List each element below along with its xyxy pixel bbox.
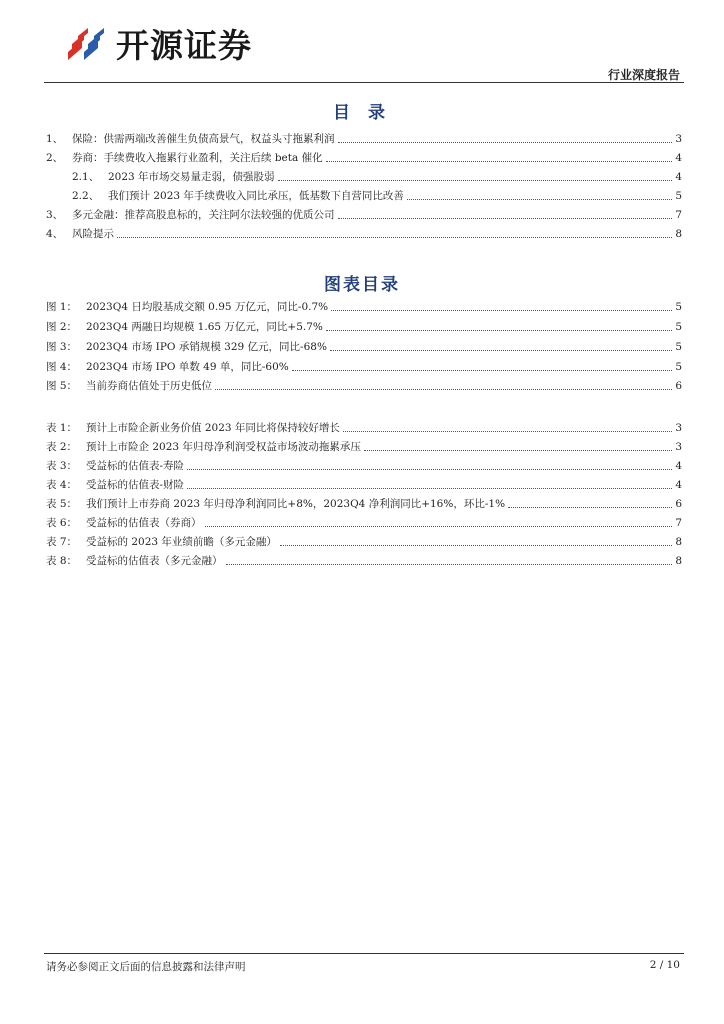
table-caption: 受益标的估值表（券商）	[86, 517, 202, 529]
leader-dots	[205, 526, 673, 527]
leader-dots	[407, 199, 672, 200]
figure-number: 图 2：	[46, 321, 78, 333]
toc-entry-text: 2023 年市场交易量走弱，债强股弱	[108, 171, 275, 183]
toc-entry-text: 风险提示	[72, 228, 114, 240]
figure-page: 5	[675, 321, 682, 333]
leader-dots	[187, 488, 672, 489]
figure-entry[interactable]	[46, 358, 682, 374]
figure-page: 5	[675, 301, 682, 313]
page-header	[44, 18, 684, 82]
toc-entry[interactable]	[46, 130, 682, 146]
table-entry[interactable]	[46, 514, 682, 530]
header-divider	[44, 82, 684, 83]
figure-entry[interactable]	[46, 338, 682, 354]
table-number: 表 5：	[46, 498, 78, 510]
figure-page: 6	[675, 380, 682, 392]
figure-number: 图 3：	[46, 341, 78, 353]
table-page: 6	[675, 498, 682, 510]
table-entry[interactable]	[46, 533, 682, 549]
toc-entry-number: 2、	[46, 152, 64, 164]
table-page: 4	[675, 460, 682, 472]
figure-caption: 当前券商估值处于历史低位	[86, 380, 212, 392]
table-page: 3	[675, 441, 682, 453]
table-number: 表 7：	[46, 536, 78, 548]
leader-dots	[330, 350, 672, 351]
footer-disclaimer: 请务必参阅正文后面的信息披露和法律声明	[46, 961, 246, 973]
leader-dots	[226, 564, 673, 565]
table-entry[interactable]	[46, 476, 682, 492]
table-entry[interactable]	[46, 419, 682, 435]
toc-entry-page: 8	[675, 228, 682, 240]
report-type-label: 行业深度报告	[607, 68, 680, 82]
figure-entry[interactable]	[46, 377, 682, 393]
figure-number: 图 5：	[46, 380, 78, 392]
leader-dots	[508, 507, 672, 508]
table-entry[interactable]	[46, 438, 682, 454]
leader-dots	[117, 237, 672, 238]
toc-entry-number: 4、	[46, 228, 64, 240]
table-page: 8	[675, 555, 682, 567]
table-entry[interactable]	[46, 552, 682, 568]
figure-caption: 2023Q4 日均股基成交额 0.95 万亿元，同比-0.7%	[86, 301, 329, 313]
company-logo	[58, 22, 318, 70]
leader-dots	[292, 370, 673, 371]
leader-dots	[338, 142, 673, 143]
toc-entry-page: 7	[675, 209, 682, 221]
figure-number: 图 1：	[46, 301, 78, 313]
leader-dots	[280, 545, 672, 546]
toc-entry-number: 3、	[46, 209, 64, 221]
table-number: 表 2：	[46, 441, 78, 453]
leader-dots	[278, 180, 673, 181]
table-page: 3	[675, 422, 682, 434]
toc-entry-text: 保险：供需两端改善催生负债高景气，权益头寸拖累利润	[72, 133, 335, 145]
toc-entry-number: 1、	[46, 133, 64, 145]
leader-dots	[326, 330, 672, 331]
toc-entry-text: 券商：手续费收入拖累行业盈利，关注后续 beta 催化	[72, 152, 323, 164]
figure-page: 5	[675, 341, 682, 353]
figure-entry[interactable]	[46, 298, 682, 314]
figure-caption: 2023Q4 市场 IPO 承销规模 329 亿元，同比-68%	[86, 341, 327, 353]
table-page: 4	[675, 479, 682, 491]
leader-dots	[326, 161, 673, 162]
toc-entry[interactable]	[46, 225, 682, 241]
leader-dots	[338, 218, 673, 219]
table-caption: 受益标的估值表-寿险	[86, 460, 185, 472]
logo-text: 开源证券	[116, 26, 252, 65]
toc-entry-page: 3	[675, 133, 682, 145]
leader-dots	[364, 450, 672, 451]
toc-entry[interactable]	[46, 149, 682, 165]
figure-caption: 2023Q4 市场 IPO 单数 49 单，同比-60%	[86, 361, 289, 373]
toc-entry-number: 2.1、	[72, 171, 100, 183]
figure-caption: 2023Q4 两融日均规模 1.65 万亿元，同比+5.7%	[86, 321, 323, 333]
table-page: 8	[675, 536, 682, 548]
toc-entry-page: 4	[675, 171, 682, 183]
figure-index-title: 图表目录	[324, 275, 400, 295]
table-caption: 预计上市险企 2023 年归母净利润受权益市场波动拖累承压	[86, 441, 361, 453]
table-number: 表 4：	[46, 479, 78, 491]
figure-entry[interactable]	[46, 318, 682, 334]
toc-entry-text: 我们预计 2023 年手续费收入同比承压，低基数下自营同比改善	[108, 190, 404, 202]
leader-dots	[187, 469, 672, 470]
leader-dots	[331, 310, 672, 311]
footer-divider	[44, 953, 684, 954]
table-number: 表 3：	[46, 460, 78, 472]
toc-title: 目 录	[333, 103, 391, 123]
toc-subentry[interactable]	[72, 168, 682, 184]
toc-entry[interactable]	[46, 206, 682, 222]
leader-dots	[343, 431, 672, 432]
toc-entry-page: 5	[675, 190, 682, 202]
table-caption: 受益标的估值表（多元金融）	[86, 555, 223, 567]
logo-mark-icon	[58, 22, 106, 70]
table-caption: 受益标的 2023 年业绩前瞻（多元金融）	[86, 536, 277, 548]
table-caption: 我们预计上市券商 2023 年归母净利润同比+8%，2023Q4 净利润同比+16%，环比-1%	[86, 498, 506, 510]
figure-number: 图 4：	[46, 361, 78, 373]
table-caption: 受益标的估值表-财险	[86, 479, 185, 491]
leader-dots	[215, 389, 672, 390]
toc-subentry[interactable]	[72, 187, 682, 203]
table-entry[interactable]	[46, 495, 682, 511]
table-number: 表 6：	[46, 517, 78, 529]
page-indicator: 2 / 10	[649, 959, 680, 971]
table-page: 7	[675, 517, 682, 529]
table-caption: 预计上市险企新业务价值 2023 年同比将保持较好增长	[86, 422, 340, 434]
toc-entry-number: 2.2、	[72, 190, 100, 202]
table-entry[interactable]	[46, 457, 682, 473]
toc-entry-text: 多元金融：推荐高股息标的，关注阿尔法较强的优质公司	[72, 209, 335, 221]
table-number: 表 1：	[46, 422, 78, 434]
figure-page: 5	[675, 361, 682, 373]
toc-entry-page: 4	[675, 152, 682, 164]
table-number: 表 8：	[46, 555, 78, 567]
